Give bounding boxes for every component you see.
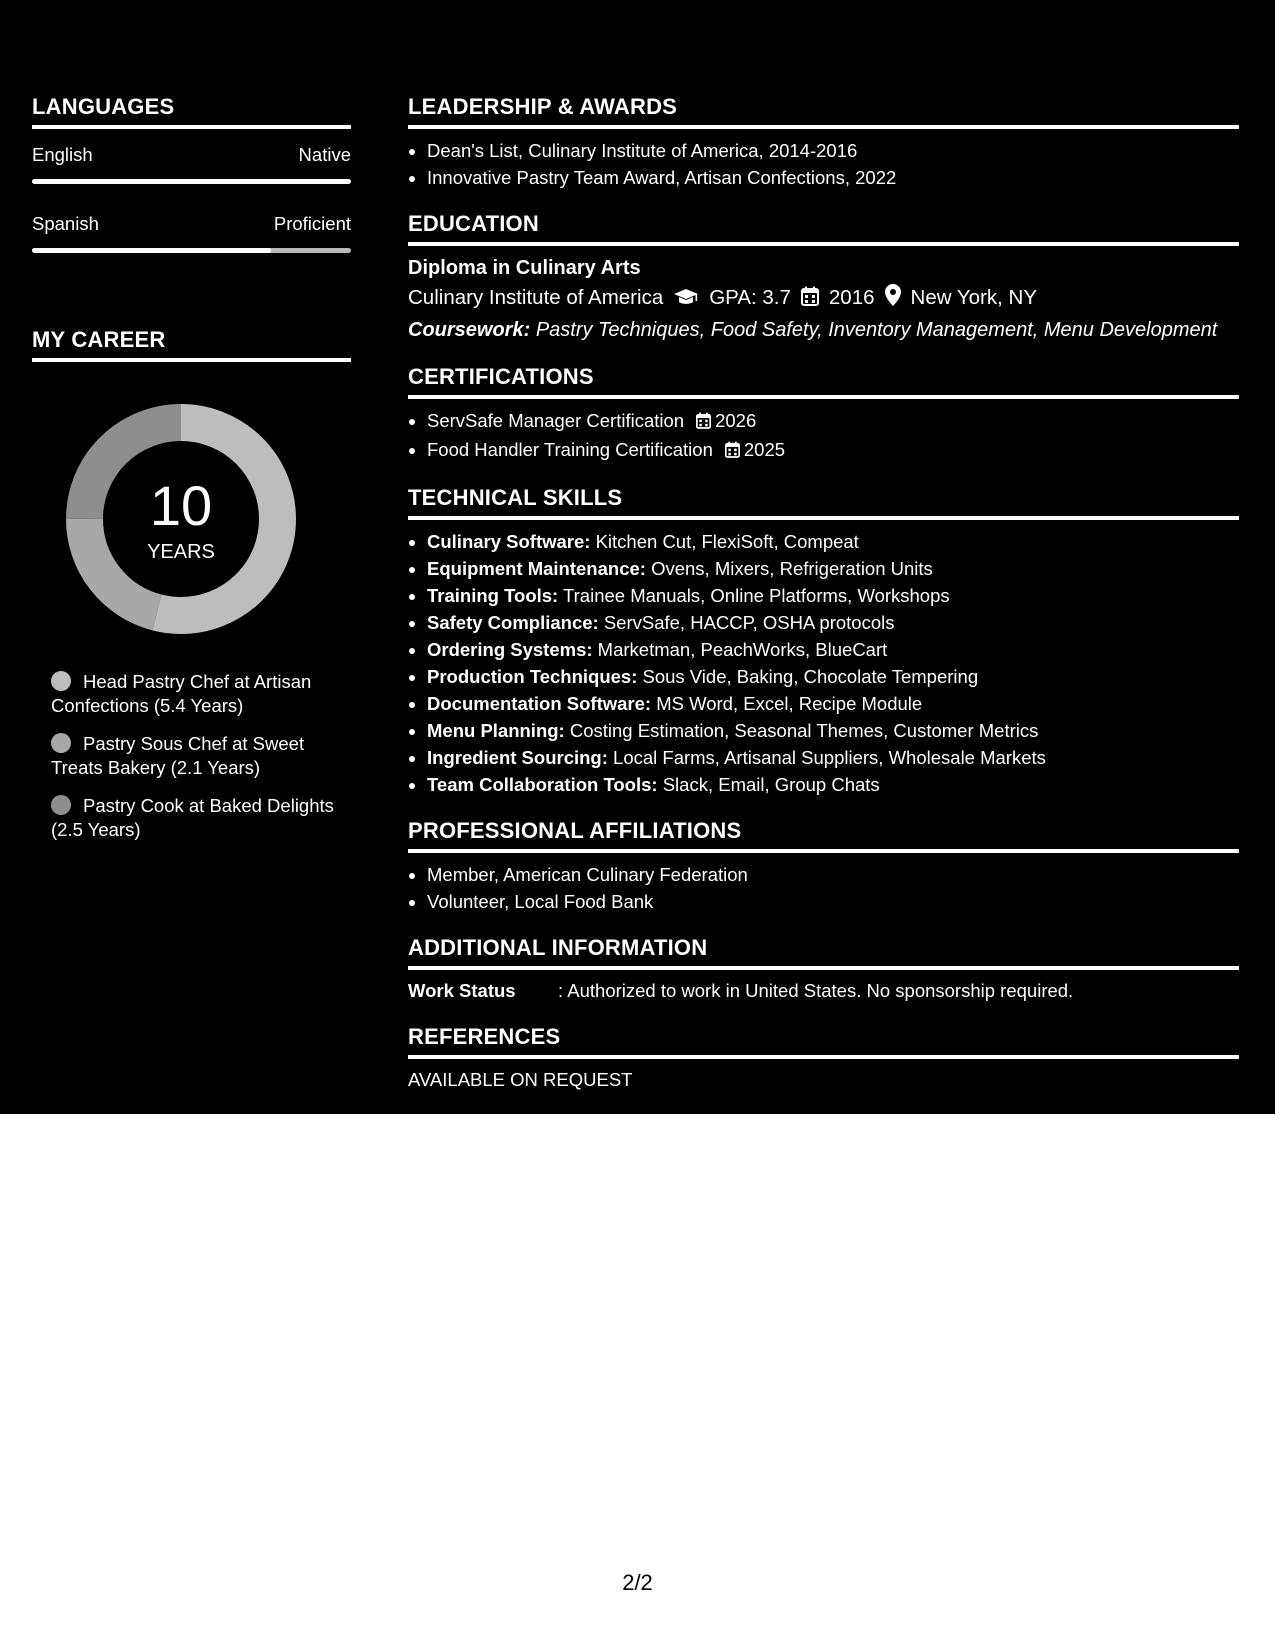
skill-item — [427, 555, 1239, 582]
leadership-list — [408, 137, 1239, 191]
career-legend-dot — [51, 671, 71, 691]
skill-item — [427, 717, 1239, 744]
language-bar-fill — [32, 248, 271, 253]
skill-label: Equipment Maintenance: — [427, 558, 646, 579]
skill-item — [427, 690, 1239, 717]
award-item: • Dean's List, Culinary Institute of America, 2014-2016 — [427, 137, 1239, 164]
certification-name: Food Handler Training Certification — [427, 439, 713, 460]
work-status-value: : Authorized to work in United States. No sponsorship required. — [558, 980, 1074, 1001]
skill-label: Safety Compliance: — [427, 612, 599, 633]
career-list — [51, 670, 351, 842]
affiliations-title: PROFESSIONAL AFFILIATIONS — [408, 818, 1239, 853]
coursework-label: Coursework: — [408, 319, 531, 341]
leadership-title: LEADERSHIP & AWARDS — [408, 94, 1239, 129]
calendar-icon — [801, 284, 819, 316]
skills-list — [408, 528, 1239, 798]
education-title: EDUCATION — [408, 211, 1239, 246]
languages-title: LANGUAGES — [32, 94, 351, 129]
certifications-section — [408, 364, 1239, 465]
language-bar — [32, 248, 351, 253]
page-number: 2/2 — [622, 1570, 653, 1595]
references-section — [408, 1024, 1239, 1093]
language-level: Proficient — [273, 213, 351, 234]
career-title: MY CAREER — [32, 327, 351, 362]
skill-label: Documentation Software: — [427, 693, 652, 714]
career-item-text: Pastry Sous Chef at Sweet Treats Bakery (2.1 Years) — [51, 733, 305, 778]
affiliation-item: • Member, American Culinary Federation — [427, 861, 1239, 888]
career-total: 10 — [149, 474, 213, 537]
language-item — [32, 212, 351, 253]
coursework-list: Pastry Techniques, Food Safety, Inventory Management, Menu Development — [535, 319, 1218, 341]
skill-item — [427, 582, 1239, 609]
language-row — [32, 212, 351, 236]
certification-name: ServSafe Manager Certification — [427, 410, 685, 431]
career-item-text: Pastry Cook at Baked Delights (2.5 Years) — [51, 795, 334, 840]
skill-value: Ovens, Mixers, Refrigeration Units — [651, 558, 933, 579]
skill-value: Costing Estimation, Seasonal Themes, Customer Metrics — [569, 720, 1039, 741]
skill-value: MS Word, Excel, Recipe Module — [656, 693, 923, 714]
languages-list — [32, 143, 351, 253]
education-year: 2016 — [828, 286, 875, 309]
education-gpa: GPA: 3.7 — [709, 286, 791, 309]
additional-section — [408, 935, 1239, 1004]
language-bar — [32, 179, 351, 184]
language-item — [32, 143, 351, 184]
map-pin-icon — [885, 284, 901, 316]
additional-title: ADDITIONAL INFORMATION — [408, 935, 1239, 970]
affiliations-list — [408, 861, 1239, 915]
language-name: English — [32, 144, 93, 165]
skill-label: Training Tools: — [427, 585, 559, 606]
skill-value: Kitchen Cut, FlexiSoft, Compeat — [595, 531, 859, 552]
references-title: REFERENCES — [408, 1024, 1239, 1059]
career-item — [51, 732, 341, 780]
language-level: Native — [298, 144, 351, 165]
career-legend-dot — [51, 795, 71, 815]
skill-label: Team Collaboration Tools: — [427, 774, 658, 795]
affiliation-item: • Volunteer, Local Food Bank — [427, 888, 1239, 915]
education-coursework — [408, 316, 1239, 344]
skill-value: ServSafe, HACCP, OSHA protocols — [603, 612, 895, 633]
right-column — [408, 94, 1239, 1113]
career-unit: YEARS — [147, 541, 215, 563]
language-name: Spanish — [32, 213, 99, 234]
skills-title: TECHNICAL SKILLS — [408, 485, 1239, 520]
award-item: • Innovative Pastry Team Award, Artisan Confections, 2022 — [427, 164, 1239, 191]
calendar-icon — [696, 409, 711, 436]
career-donut — [66, 404, 296, 634]
education-section — [408, 211, 1239, 344]
skill-value: Slack, Email, Group Chats — [662, 774, 880, 795]
skill-label: Culinary Software: — [427, 531, 591, 552]
skill-label: Ordering Systems: — [427, 639, 593, 660]
skill-item — [427, 528, 1239, 555]
skill-value: Trainee Manuals, Online Platforms, Workshops — [563, 585, 950, 606]
education-location: New York, NY — [910, 286, 1037, 309]
graduation-cap-icon — [673, 284, 699, 316]
skill-item — [427, 636, 1239, 663]
skill-item — [427, 744, 1239, 771]
work-status-row — [408, 978, 1239, 1004]
left-column — [32, 94, 351, 856]
work-status-label: Work Status — [408, 980, 516, 1001]
skill-label: Production Techniques: — [427, 666, 638, 687]
leadership-section — [408, 94, 1239, 191]
skill-item — [427, 663, 1239, 690]
language-bar-fill — [32, 179, 351, 184]
skill-value: Marketman, PeachWorks, BlueCart — [597, 639, 888, 660]
certifications-title: CERTIFICATIONS — [408, 364, 1239, 399]
skill-value: Sous Vide, Baking, Chocolate Tempering — [642, 666, 979, 687]
education-details — [408, 282, 1239, 316]
certifications-list — [408, 407, 1239, 465]
career-item-text: Head Pastry Chef at Artisan Confections (5.4 Years) — [51, 671, 312, 716]
skill-value: Local Farms, Artisanal Suppliers, Wholesale Markets — [613, 747, 1046, 768]
career-item — [51, 794, 341, 842]
career-legend-dot — [51, 733, 71, 753]
education-school: Culinary Institute of America — [408, 286, 664, 309]
calendar-icon — [725, 438, 740, 465]
language-row — [32, 143, 351, 167]
skill-label: Menu Planning: — [427, 720, 565, 741]
skill-label: Ingredient Sourcing: — [427, 747, 608, 768]
certification-item — [427, 407, 1239, 436]
career-item — [51, 670, 341, 718]
certification-item — [427, 436, 1239, 465]
certification-year: 2026 — [715, 410, 757, 431]
certification-year: 2025 — [743, 439, 786, 460]
skills-section — [408, 485, 1239, 798]
skill-item — [427, 771, 1239, 798]
education-degree: Diploma in Culinary Arts — [408, 257, 641, 279]
references-text: AVAILABLE ON REQUEST — [408, 1069, 633, 1090]
skill-item — [427, 609, 1239, 636]
affiliations-section — [408, 818, 1239, 915]
